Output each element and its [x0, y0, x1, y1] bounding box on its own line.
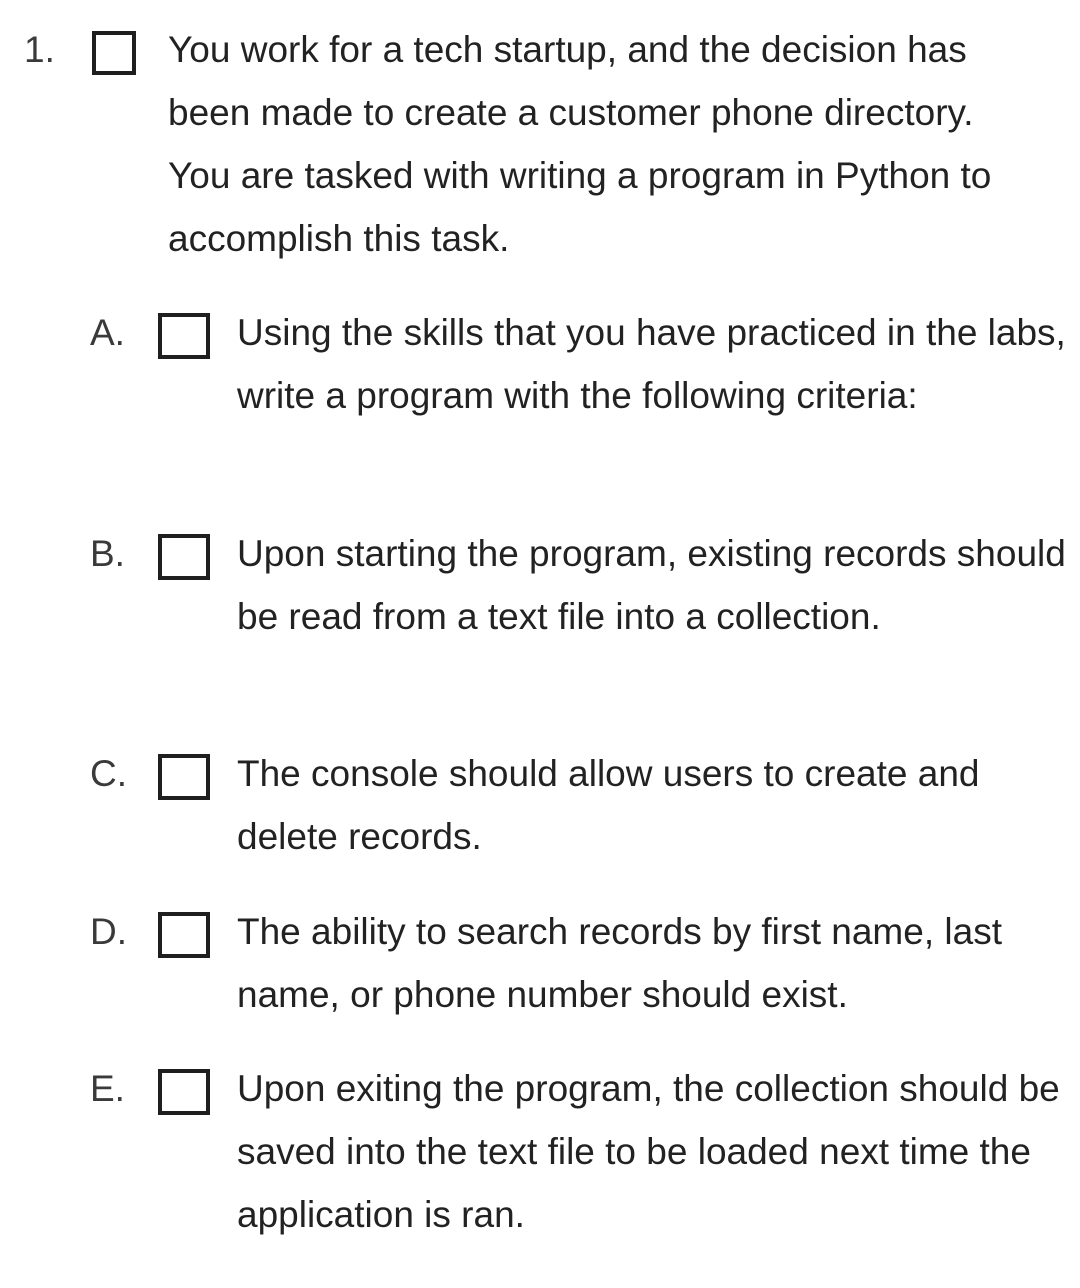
item-letter: B.: [90, 533, 125, 574]
item-letter: E.: [90, 1068, 125, 1109]
item-number: 1.: [24, 29, 55, 70]
item-text: You work for a tech startup, and the decision has been made to create a customer phone directory. You are tasked with writing a program in Python to accomplish this task.: [168, 29, 992, 259]
item-letter: C.: [90, 753, 127, 794]
item-letter: A.: [90, 312, 125, 353]
checkbox[interactable]: [158, 1069, 210, 1115]
checkbox[interactable]: [158, 534, 210, 580]
item-letter: D.: [90, 911, 127, 952]
checkbox[interactable]: [158, 912, 210, 958]
checkbox[interactable]: [158, 313, 210, 359]
item-text: Upon starting the program, existing records should be read from a text file into a collection.: [237, 533, 1066, 637]
checkbox[interactable]: [158, 754, 210, 800]
item-text: Using the skills that you have practiced in the labs, write a program with the following criteria:: [237, 312, 1066, 416]
checkbox[interactable]: [92, 31, 136, 75]
item-text: Upon exiting the program, the collection should be saved into the text file to be loaded next time the application is ran.: [237, 1068, 1060, 1235]
item-text: The ability to search records by first name, last name, or phone number should exist.: [237, 911, 1002, 1015]
item-text: The console should allow users to create and delete records.: [237, 753, 980, 857]
